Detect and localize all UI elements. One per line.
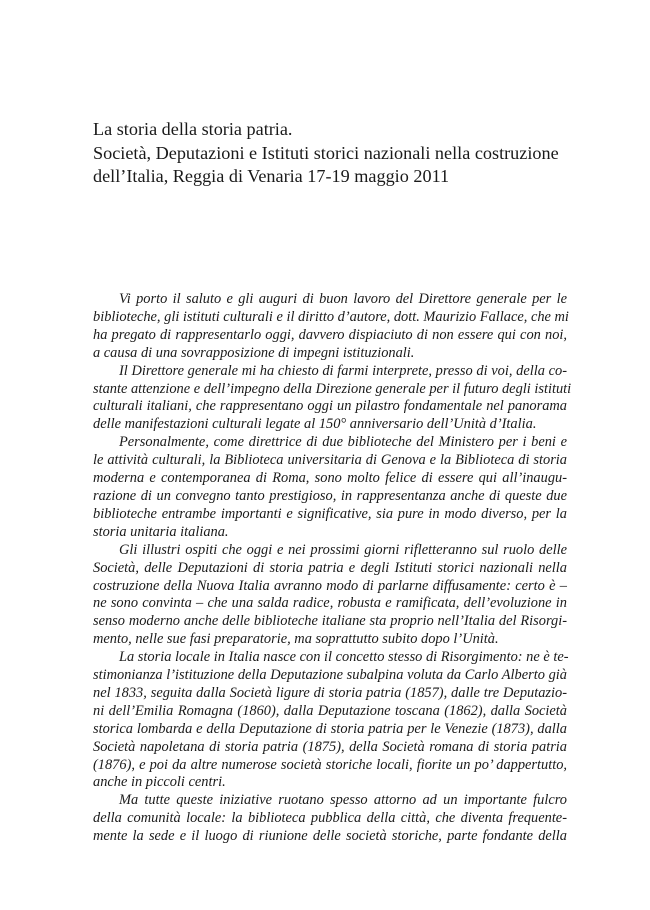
- text-line: stante attenzione e dell’impegno della Direzione generale per il futuro degli istituti: [93, 380, 572, 397]
- text-line: mento, nelle sue fasi preparatorie, ma soprattutto subito dopo l’Unità.: [93, 631, 499, 648]
- text-line: ni dell’Emilia Romagna (1860), dalla Deputazione toscana (1862), dalla Società: [93, 702, 567, 719]
- text-line: Gli illustri ospiti che oggi e nei prossimi giorni rifletteranno sul ruolo delle: [119, 541, 567, 558]
- text-line: anche in piccoli centri.: [93, 774, 226, 791]
- text-line: della comunità locale: la biblioteca pubblica della città, che diventa frequente-: [93, 810, 567, 827]
- body-text: [93, 291, 572, 846]
- text-line: razione di un convegno tanto prestigioso, in rappresentanza anche di queste due: [93, 487, 567, 504]
- text-line: Società napoletana di storia patria (1875), della Società romana di storia patria: [93, 738, 567, 755]
- text-line: Ma tutte queste iniziative ruotano spesso attorno ad un importante fulcro: [119, 792, 567, 809]
- text-line: culturali italiani, che rappresentano oggi un pilastro fondamentale nel panorama: [93, 398, 567, 415]
- text-line: La storia locale in Italia nasce con il concetto stesso di Risorgimento: ne è te-: [119, 649, 569, 666]
- text-line: le attività culturali, la Biblioteca universitaria di Genova e la Biblioteca di storia: [93, 452, 567, 469]
- text-line: mente la sede e il luogo di riunione delle società storiche, parte fondante della: [93, 828, 567, 845]
- text-line: Personalmente, come direttrice di due biblioteche del Ministero per i beni e: [119, 434, 567, 451]
- paragraph: [93, 792, 567, 846]
- title-line: La storia della storia patria.: [93, 119, 293, 139]
- text-line: costruzione della Nuova Italia avranno modo di parlarne diffusamente: certo è –: [93, 577, 567, 594]
- paragraph: [93, 362, 572, 435]
- text-line: ne sono convinta – che una salda radice, robusta e ramificata, dell’evoluzione in: [93, 595, 567, 612]
- text-line: storica lombarda e della Deputazione di storia patria per le Venezie (1873), dalla: [93, 720, 567, 737]
- text-line: Vi porto il saluto e gli auguri di buon lavoro del Direttore generale per le: [119, 291, 567, 307]
- text-line: nel 1833, seguita dalla Società ligure di storia patria (1857), dalle tre Deputazio-: [93, 684, 567, 701]
- text-line: stimonianza l’istituzione della Deputazione subalpina voluta da Carlo Alberto già: [93, 667, 567, 684]
- document-title: [93, 118, 573, 189]
- text-line: (1876), e poi da altre numerose società storiche locali, fiorite un po’ dappertutto,: [93, 756, 567, 773]
- text-line: Il Direttore generale mi ha chiesto di farmi interprete, presso di voi, della co-: [119, 362, 567, 379]
- title-line: Società, Deputazioni e Istituti storici nazionali nella costruzione: [93, 142, 559, 163]
- text-line: Società, delle Deputazioni di storia patria e degli Istituti storici nazionali nella: [93, 559, 567, 576]
- text-line: moderna e contemporanea di Roma, sono molto felice di essere qui all’inaugu-: [93, 470, 567, 487]
- text-line: delle manifestazioni culturali legate al 150° anniversario dell’Unità d’Italia.: [93, 416, 537, 433]
- paragraph: [93, 291, 567, 363]
- paragraph: [93, 542, 567, 649]
- paragraph: [93, 434, 567, 541]
- text-line: biblioteche, gli istituti culturali e il diritto d’autore, dott. Maurizio Fallace, che mi: [93, 308, 569, 325]
- text-line: a causa di una sovrapposizione di impegni istituzionali.: [93, 344, 415, 361]
- text-line: ha pregato di rappresentarlo oggi, davvero dispiaciuto di non essere qui con noi,: [93, 326, 567, 343]
- text-line: senso moderno anche delle biblioteche italiane sta proprio nell’Italia del Risorgi-: [93, 613, 567, 630]
- text-line: biblioteche entrambe importanti e significative, sia pure in modo diverso, per la: [93, 505, 567, 522]
- title-line: dell’Italia, Reggia di Venaria 17-19 maggio 2011: [93, 166, 450, 186]
- paragraph: [93, 649, 567, 792]
- text-line: storia unitaria italiana.: [93, 523, 229, 540]
